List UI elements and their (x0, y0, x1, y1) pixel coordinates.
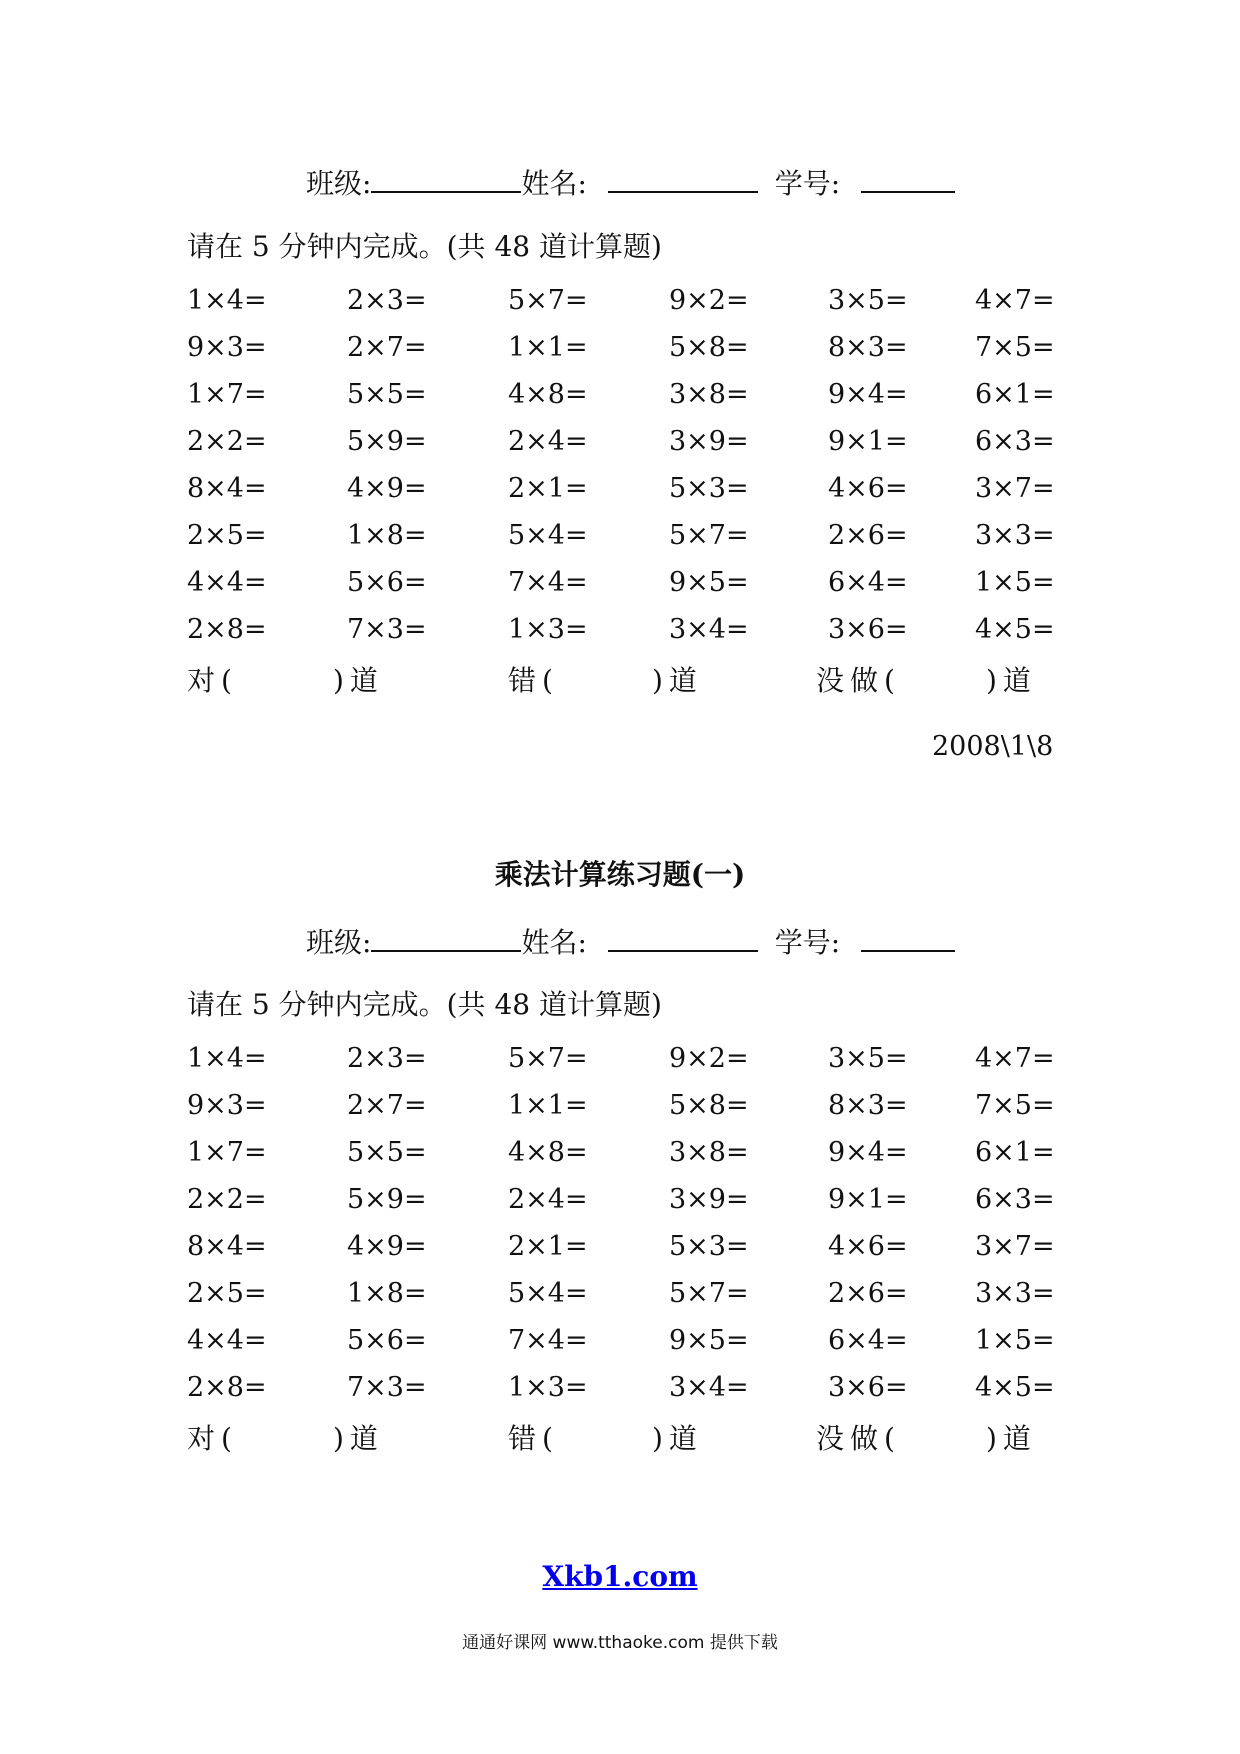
problem-item: 8×3= (828, 332, 908, 363)
problem-item: 2×6= (828, 520, 908, 551)
problem-item: 1×3= (508, 1372, 588, 1403)
problem-item: 1×4= (187, 1043, 267, 1074)
problem-item: 6×3= (975, 1184, 1055, 1215)
problem-item: 1×7= (187, 379, 267, 410)
name-blank (608, 924, 758, 952)
problem-item: 6×3= (975, 426, 1055, 457)
problem-item: 4×6= (828, 1231, 908, 1262)
problem-item: 9×2= (669, 285, 749, 316)
problem-item: 5×5= (347, 379, 427, 410)
problem-item: 6×4= (828, 567, 908, 598)
student-id-label: 学号: (774, 167, 841, 200)
student-info-line (306, 165, 955, 201)
problem-item: 2×8= (187, 1372, 267, 1403)
problem-item: 3×7= (975, 473, 1055, 504)
problem-item: 5×8= (669, 332, 749, 363)
problem-item: 5×8= (669, 1090, 749, 1121)
site-link[interactable]: Xkb1.com (542, 1560, 698, 1593)
problem-item: 6×1= (975, 379, 1055, 410)
problem-item: 9×4= (828, 379, 908, 410)
problem-item: 7×3= (347, 1372, 427, 1403)
problem-item: 2×3= (347, 285, 427, 316)
problem-item: 4×7= (975, 1043, 1055, 1074)
wrong-count-close: )道 (652, 664, 703, 697)
problem-item: 6×1= (975, 1137, 1055, 1168)
problem-item: 9×2= (669, 1043, 749, 1074)
problem-item: 1×3= (508, 614, 588, 645)
not-done-count-label: 没做( (816, 1422, 901, 1455)
correct-count-close: )道 (333, 664, 384, 697)
problem-item: 4×8= (508, 1137, 588, 1168)
name-label: 姓名: (521, 167, 587, 200)
class-blank (371, 924, 521, 952)
name-blank (608, 165, 758, 193)
problem-item: 1×1= (508, 1090, 588, 1121)
date-text: 2008\1\8 (932, 731, 1054, 762)
problem-item: 5×9= (347, 426, 427, 457)
problem-item: 4×4= (187, 1325, 267, 1356)
problem-item: 1×4= (187, 285, 267, 316)
footer-text: 通通好课网 www.tthaoke.com 提供下载 (462, 1633, 778, 1653)
problem-item: 4×5= (975, 1372, 1055, 1403)
not-done-count-label: 没做( (816, 664, 901, 697)
problem-item: 3×5= (828, 1043, 908, 1074)
worksheet-title: 乘法计算练习题(一) (494, 858, 746, 891)
not-done-count-close: )道 (986, 664, 1037, 697)
problem-item: 5×4= (508, 1278, 588, 1309)
problem-item: 1×8= (347, 1278, 427, 1309)
problem-item: 2×5= (187, 520, 267, 551)
problem-item: 2×6= (828, 1278, 908, 1309)
problem-item: 4×6= (828, 473, 908, 504)
problem-item: 8×4= (187, 1231, 267, 1262)
problem-item: 7×5= (975, 1090, 1055, 1121)
problem-item: 1×8= (347, 520, 427, 551)
correct-count-label: 对( (187, 1422, 238, 1455)
problem-item: 2×2= (187, 1184, 267, 1215)
not-done-count-close: )道 (986, 1422, 1037, 1455)
problem-item: 8×3= (828, 1090, 908, 1121)
problem-item: 2×1= (508, 1231, 588, 1262)
problem-item: 4×9= (347, 1231, 427, 1262)
problem-item: 9×4= (828, 1137, 908, 1168)
wrong-count-close: )道 (652, 1422, 703, 1455)
problem-item: 3×8= (669, 1137, 749, 1168)
problem-item: 5×7= (669, 520, 749, 551)
problem-item: 5×7= (508, 285, 588, 316)
problem-item: 3×3= (975, 520, 1055, 551)
problem-item: 7×4= (508, 1325, 588, 1356)
student-id-label: 学号: (774, 926, 841, 959)
problem-item: 1×1= (508, 332, 588, 363)
problem-item: 4×7= (975, 285, 1055, 316)
problem-item: 7×5= (975, 332, 1055, 363)
problem-item: 2×7= (347, 1090, 427, 1121)
problem-item: 3×3= (975, 1278, 1055, 1309)
wrong-count-label: 错( (508, 664, 559, 697)
problem-item: 5×7= (508, 1043, 588, 1074)
problem-item: 3×9= (669, 426, 749, 457)
problem-item: 4×8= (508, 379, 588, 410)
problem-item: 3×5= (828, 285, 908, 316)
class-label: 班级: (306, 167, 372, 200)
problem-item: 2×2= (187, 426, 267, 457)
problem-item: 1×5= (975, 1325, 1055, 1356)
problem-item: 7×3= (347, 614, 427, 645)
problem-item: 5×6= (347, 1325, 427, 1356)
problem-item: 2×4= (508, 426, 588, 457)
problem-item: 4×9= (347, 473, 427, 504)
problem-item: 9×3= (187, 332, 267, 363)
problem-item: 2×5= (187, 1278, 267, 1309)
problem-item: 3×8= (669, 379, 749, 410)
name-label: 姓名: (521, 926, 587, 959)
problem-item: 5×4= (508, 520, 588, 551)
problem-item: 5×6= (347, 567, 427, 598)
problem-item: 9×5= (669, 1325, 749, 1356)
problem-item: 4×4= (187, 567, 267, 598)
problem-item: 9×5= (669, 567, 749, 598)
problem-item: 6×4= (828, 1325, 908, 1356)
problem-item: 3×4= (669, 614, 749, 645)
problem-item: 7×4= (508, 567, 588, 598)
problem-item: 5×5= (347, 1137, 427, 1168)
problem-item: 3×6= (828, 614, 908, 645)
problem-item: 9×1= (828, 426, 908, 457)
problem-item: 8×4= (187, 473, 267, 504)
problem-item: 2×1= (508, 473, 588, 504)
class-blank (371, 165, 521, 193)
class-label: 班级: (306, 926, 372, 959)
problem-item: 1×5= (975, 567, 1055, 598)
instruction-text: 请在 5 分钟内完成。(共 48 道计算题) (187, 988, 662, 1021)
problem-item: 1×7= (187, 1137, 267, 1168)
correct-count-label: 对( (187, 664, 238, 697)
problem-item: 5×9= (347, 1184, 427, 1215)
problem-item: 2×8= (187, 614, 267, 645)
problem-item: 3×7= (975, 1231, 1055, 1262)
wrong-count-label: 错( (508, 1422, 559, 1455)
problem-item: 3×4= (669, 1372, 749, 1403)
problem-item: 9×1= (828, 1184, 908, 1215)
student-info-line (306, 924, 955, 960)
problem-item: 5×7= (669, 1278, 749, 1309)
problem-item: 9×3= (187, 1090, 267, 1121)
problem-item: 3×9= (669, 1184, 749, 1215)
problem-item: 2×3= (347, 1043, 427, 1074)
problem-item: 2×7= (347, 332, 427, 363)
problem-item: 3×6= (828, 1372, 908, 1403)
problem-item: 4×5= (975, 614, 1055, 645)
correct-count-close: )道 (333, 1422, 384, 1455)
instruction-text: 请在 5 分钟内完成。(共 48 道计算题) (187, 230, 662, 263)
problem-item: 2×4= (508, 1184, 588, 1215)
student-id-blank (861, 165, 955, 193)
student-id-blank (861, 924, 955, 952)
problem-item: 5×3= (669, 473, 749, 504)
problem-item: 5×3= (669, 1231, 749, 1262)
